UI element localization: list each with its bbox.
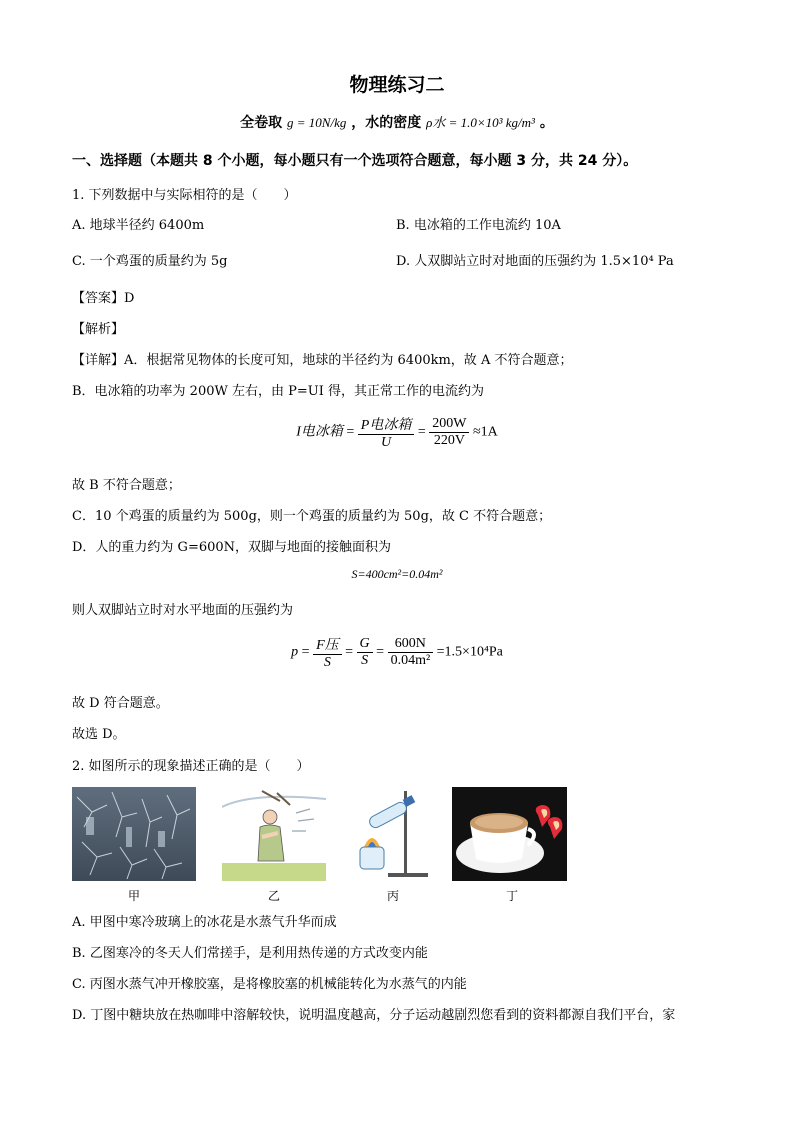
q1-option-a: A. 地球半径约 6400m [72,218,205,233]
section-heading: 一、选择题（本题共 8 个小题，每小题只有一个选项符合题意，每小题 3 分，共 24 分）。 [72,153,638,169]
q1-answer: 【答案】D [72,291,135,306]
eq1-frac2 [429,416,469,449]
q1-detail-b-conclusion: 故 B 不符合题意； [72,478,181,493]
caption-yi: 乙 [267,889,280,903]
q1-detail-c: C．10 个鸡蛋的质量约为 500g，则一个鸡蛋的质量约为 50g，故 C 不符合题意； [72,509,552,524]
figure-steam-tube [352,787,434,881]
eq3-num1: F压 [313,634,342,655]
equation-pressure: p = $\frac{\text{F压}}{S}$ = $\frac{G}{S}$ = $\frac{600N}{\text{0.04m²}}$ =1.5×10⁴Pa [291,636,503,670]
q2-option-c: C. 丙图水蒸气冲开橡胶塞，是将橡胶塞的机械能转化为水蒸气的内能 [72,977,467,992]
eq1-den: U [381,435,392,450]
eq1-frac1 [358,414,415,451]
q2-option-b: B. 乙图寒冷的冬天人们常搓手，是利用热传递的方式改变内能 [72,946,428,961]
eq1-num2: 200W [429,416,469,433]
eq3-frac3 [388,636,434,669]
given-suffix: 。 [539,115,554,131]
q1-detail-d: D．人的重力约为 G=600N，双脚与地面的接触面积为 [72,540,392,555]
q1-option-c: C. 一个鸡蛋的质量约为 5g [72,254,228,269]
figure-rubbing-hands [222,787,326,881]
eq3-num3: 600N [388,636,434,653]
q1-detail-b: B．电冰箱的功率为 200W 左右，由 P=UI 得，其正常工作的电流约为 [72,384,484,399]
eq1-rhs: ≈1A [472,424,498,440]
eq1-lhs: I电冰箱 [296,424,343,440]
caption-jia: 甲 [127,889,140,903]
q1-detail-d-conclusion: 故 D 符合题意。 [72,696,169,711]
eq3-den1: S [323,655,331,670]
given-mid: ，水的密度 [351,115,422,131]
eq3-frac2 [357,636,373,669]
rho-formula: ρ水 = 1.0×10³ kg/m³ [426,115,535,130]
eq1-den2: 220V [433,433,465,448]
figure-frost-glass [72,787,196,881]
g-formula: g = 10N/kg [287,115,347,130]
page-title: 物理练习二 [349,74,445,96]
q1-detail-a: 【详解】A．根据常见物体的长度可知，地球的半径约为 6400km，故 A 不符合题意； [72,353,573,368]
equation-current: I电冰箱 = $\frac{\text{P电冰箱}}{U}$ = $\frac{200W}{220V}$ ≈1A [296,416,498,450]
given-prefix: 全卷取 [240,115,283,131]
eq3-num2: G [357,636,373,653]
q2-stem: 2. 如图所示的现象描述正确的是（ ） [72,759,310,774]
q1-final-choice: 故选 D。 [72,727,126,742]
equation-area: S=400cm²=0.04m² [351,567,443,581]
q1-option-b: B. 电冰箱的工作电流约 10A [396,218,561,233]
q1-analysis-label: 【解析】 [72,322,125,337]
eq3-frac1 [313,634,342,671]
eq3-lhs: p [291,644,299,660]
q1-detail-pressure: 则人双脚站立时对水平地面的压强约为 [72,603,294,618]
eq3-den3: 0.04m² [390,653,431,668]
q1-option-d: D. 人双脚站立时对地面的压强约为 1.5×10⁴ Pa [396,254,674,269]
q1-stem: 1. 下列数据中与实际相符的是（ ） [72,188,297,203]
caption-ding: 丁 [505,889,518,903]
given-constants [0,112,794,132]
caption-bing: 丙 [386,889,399,903]
q2-option-d: D. 丁图中糖块放在热咖啡中溶解较快，说明温度越高，分子运动越剧烈您看到的资料都源自我们平台，家 [72,1008,676,1023]
eq3-rhs: =1.5×10⁴Pa [436,644,503,660]
q2-option-a: A. 甲图中寒冷玻璃上的冰花是水蒸气升华而成 [72,915,337,930]
eq3-den2: S [361,653,369,668]
figure-coffee-cup [452,787,567,881]
eq1-num: P电冰箱 [358,414,415,435]
